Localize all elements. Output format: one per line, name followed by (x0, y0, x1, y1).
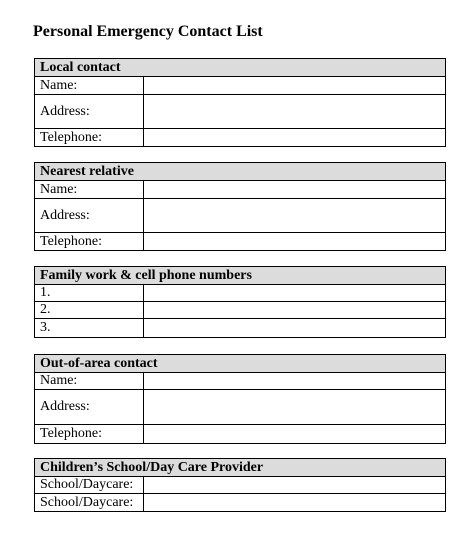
form-row (35, 95, 445, 129)
field-label: Address: (35, 390, 144, 424)
field-label: Telephone: (35, 129, 144, 146)
school-daycare-field[interactable] (144, 494, 445, 511)
section-heading: Local contact (35, 59, 445, 77)
field-label: Name: (35, 373, 144, 389)
section-heading: Out-of-area contact (35, 355, 445, 373)
field-label: 2. (35, 302, 144, 318)
field-label: Name: (35, 181, 144, 198)
form-row (35, 199, 445, 233)
section-school-daycare (34, 458, 446, 512)
telephone-field[interactable] (144, 425, 445, 443)
form-row (35, 373, 445, 390)
field-label: Address: (35, 95, 144, 128)
field-label: Name: (35, 77, 144, 94)
name-field[interactable] (144, 77, 445, 94)
address-field[interactable] (144, 199, 445, 232)
phone-number-field[interactable] (144, 285, 445, 301)
field-label: Address: (35, 199, 144, 232)
form-row (35, 494, 445, 511)
address-field[interactable] (144, 95, 445, 128)
section-family-numbers (34, 266, 446, 338)
form-row (35, 319, 445, 337)
name-field[interactable] (144, 373, 445, 389)
form-row (35, 477, 445, 494)
section-out-of-area-contact (34, 354, 446, 444)
form-row (35, 425, 445, 443)
page-title: Personal Emergency Contact List (33, 23, 263, 40)
field-label: Telephone: (35, 425, 144, 443)
section-heading: Nearest relative (35, 163, 445, 181)
form-row (35, 77, 445, 95)
field-label: Telephone: (35, 233, 144, 250)
form-row (35, 285, 445, 302)
telephone-field[interactable] (144, 129, 445, 146)
form-row (35, 129, 445, 146)
form-row (35, 302, 445, 319)
section-heading: Family work & cell phone numbers (35, 267, 445, 285)
form-row (35, 181, 445, 199)
section-local-contact (34, 58, 446, 147)
field-label: 3. (35, 319, 144, 337)
field-label: School/Daycare: (35, 494, 144, 511)
telephone-field[interactable] (144, 233, 445, 250)
school-daycare-field[interactable] (144, 477, 445, 493)
section-heading: Children’s School/Day Care Provider (35, 459, 445, 477)
phone-number-field[interactable] (144, 319, 445, 337)
field-label: School/Daycare: (35, 477, 144, 493)
form-row (35, 233, 445, 250)
name-field[interactable] (144, 181, 445, 198)
form-row (35, 390, 445, 425)
field-label: 1. (35, 285, 144, 301)
address-field[interactable] (144, 390, 445, 424)
phone-number-field[interactable] (144, 302, 445, 318)
section-nearest-relative (34, 162, 446, 251)
